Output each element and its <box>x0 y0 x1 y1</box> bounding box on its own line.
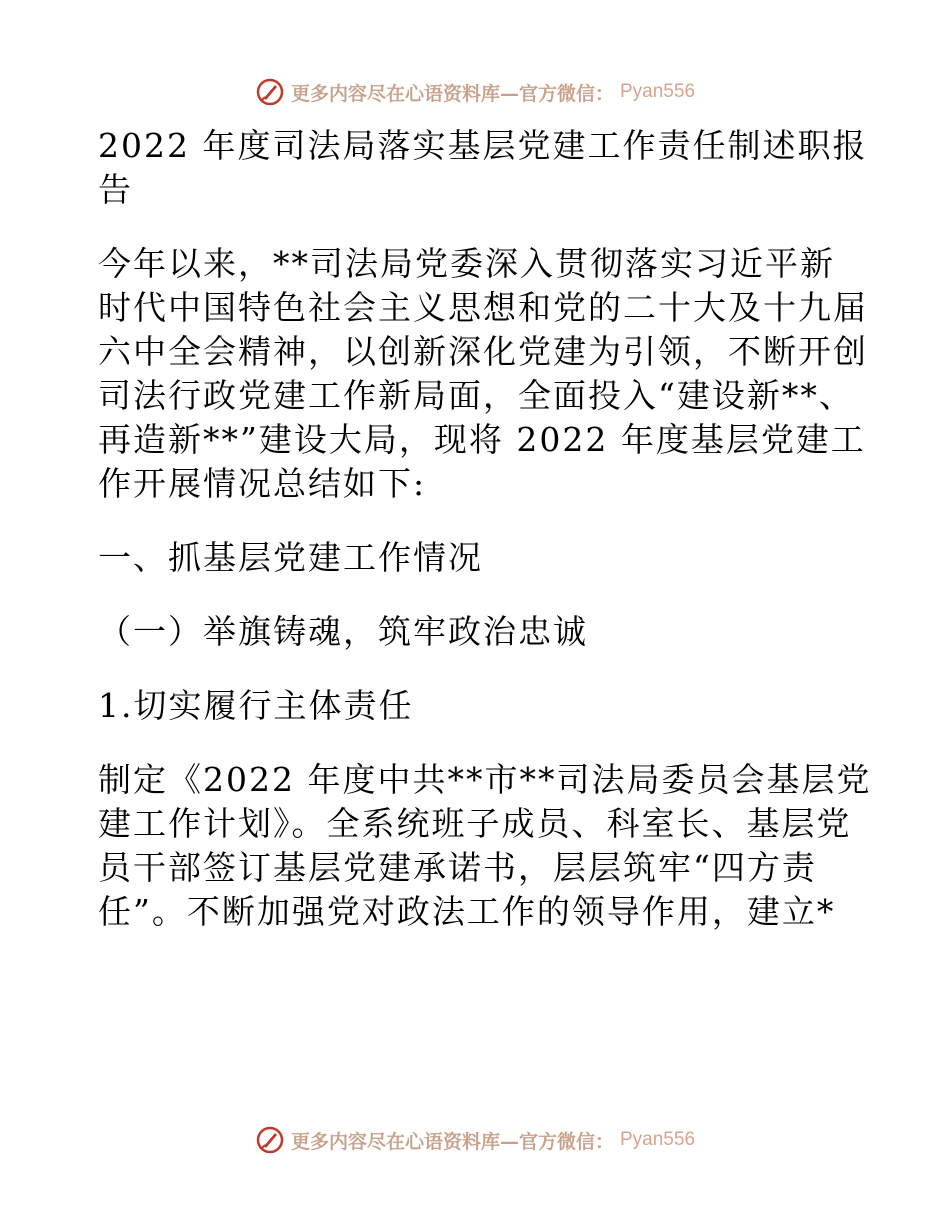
intro-line-1: 今年以来，**司法局党委深入贯彻落实习近平新 <box>98 244 835 283</box>
intro-line-5: 再造新**”建设大局，现将 2022 年度基层党建工 <box>98 420 866 459</box>
body-line-1: 制定《2022 年度中共**市**司法局委员会基层党 <box>98 760 872 799</box>
intro-line-2: 时代中国特色社会主义思想和党的二十大及十九届 <box>98 288 868 327</box>
body-line-2: 建工作计划》。全系统班子成员、科室长、基层党 <box>98 804 852 843</box>
item-heading: 1.切实履行主体责任 <box>98 686 414 725</box>
subsection-heading: （一）举旗铸魂，筑牢政治忠诚 <box>98 612 588 651</box>
body-line-3: 员干部签订基层党建承诺书，层层筑牢“四方责 <box>98 848 817 887</box>
body-line-4: 任”。不断加强党对政法工作的领导作用，建立* <box>98 892 836 931</box>
watermark-wechat-id: Pyan556 <box>620 1129 696 1150</box>
title-line-1: 2022 年度司法局落实基层党建工作责任制述职报 <box>98 126 868 165</box>
watermark-brand-text: 更多内容尽在心语资料库—官方微信： <box>290 82 614 105</box>
quill-logo-icon <box>255 1125 285 1155</box>
document-body <box>98 124 872 934</box>
footer-watermark <box>0 1120 950 1160</box>
intro-line-3: 六中全会精神，以创新深化党建为引领，不断开创 <box>98 332 868 371</box>
header-watermark <box>0 72 950 112</box>
intro-line-6: 作开展情况总结如下: <box>98 464 427 503</box>
quill-logo-icon <box>255 77 285 107</box>
intro-line-4: 司法行政党建工作新局面，全面投入“建设新**、 <box>98 376 854 415</box>
watermark-wechat-id: Pyan556 <box>620 81 696 102</box>
title-line-2: 告 <box>98 170 133 209</box>
section-heading: 一、抓基层党建工作情况 <box>98 538 483 577</box>
watermark-brand-text: 更多内容尽在心语资料库—官方微信： <box>290 1130 614 1153</box>
